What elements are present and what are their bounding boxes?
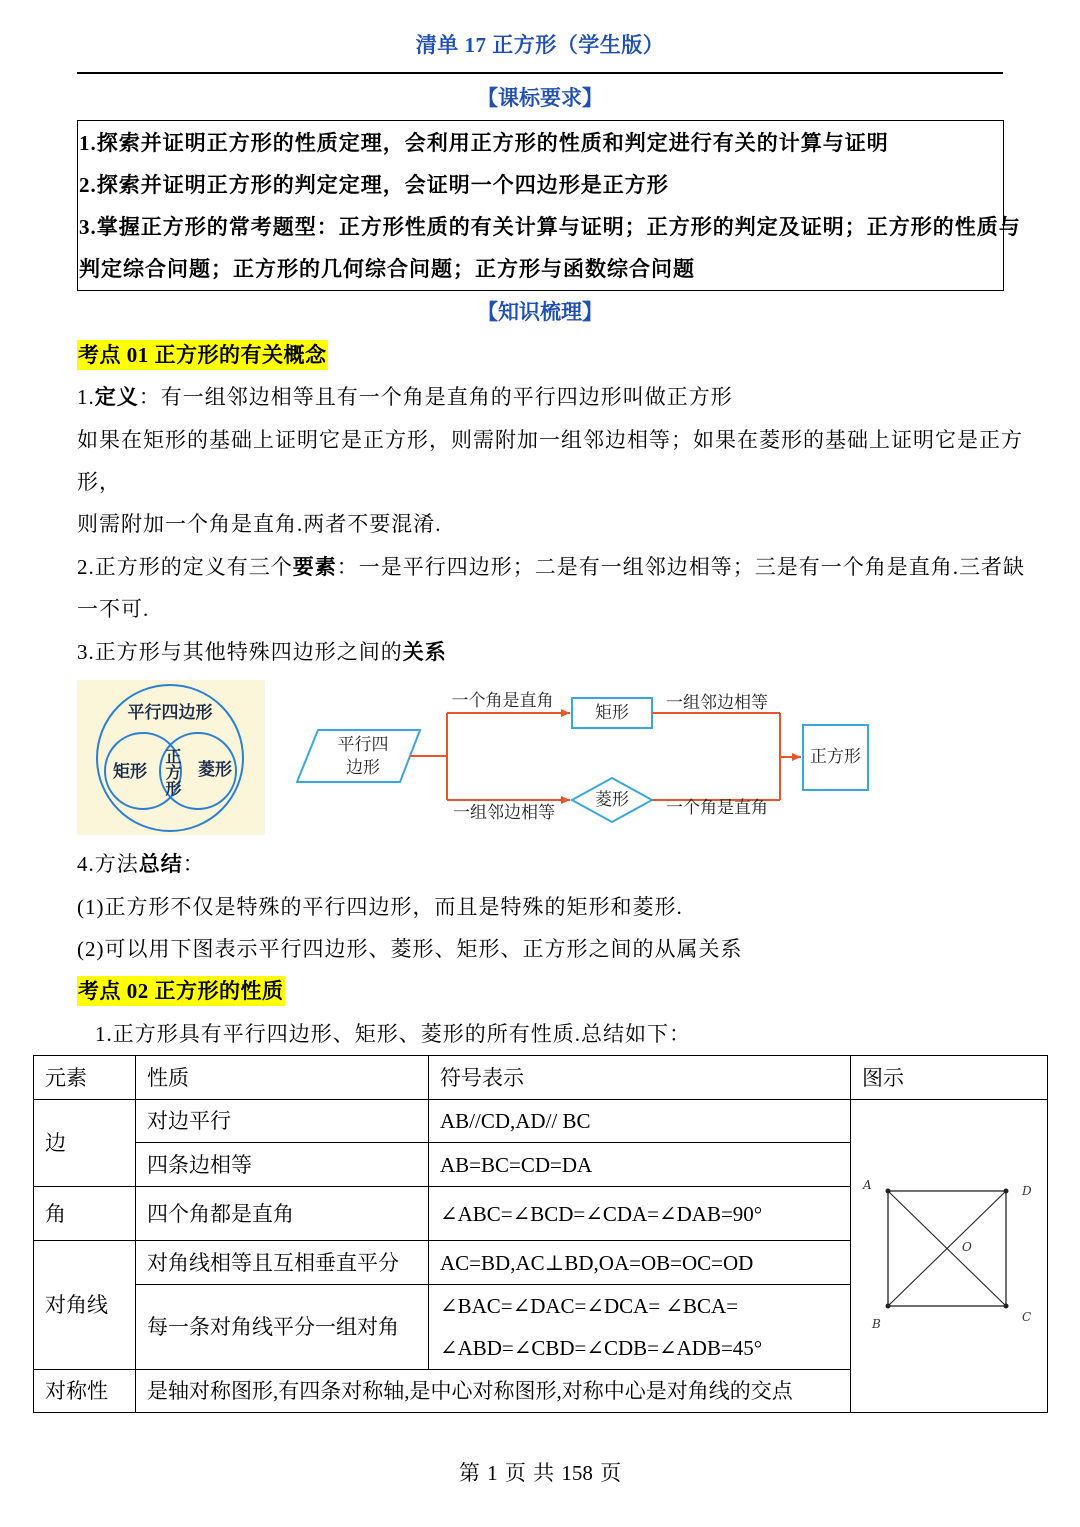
header-element: 元素 — [34, 1056, 136, 1100]
header-rule — [77, 72, 1003, 74]
flow-bottom-condition: 一组邻边相等 — [453, 803, 555, 822]
curriculum-item-3-continued: 判定综合问题；正方形的几何综合问题；正方形与函数综合问题 — [79, 257, 695, 281]
header-symbol: 符号表示 — [429, 1056, 851, 1100]
elements-lead: 2.正方形的定义有三个 — [77, 555, 293, 579]
curriculum-box — [77, 120, 1021, 291]
label-o: O — [962, 1240, 972, 1254]
flow-top-condition: 一个角是直角 — [451, 691, 554, 710]
venn-label-square: 正方形 — [163, 748, 180, 796]
property-cell: 每一条对角线平分一组对角 — [136, 1285, 429, 1370]
venn-label-rhombus: 菱形 — [198, 760, 232, 779]
relation-lead: 3.正方形与其他特殊四边形之间的 — [77, 640, 403, 664]
definition-num: 1. — [77, 385, 95, 409]
label-c: C — [1022, 1310, 1032, 1324]
header-property: 性质 — [136, 1056, 429, 1100]
summary-item-2: (2)可以用下图表示平行四边形、菱形、矩形、正方形之间的从属关系 — [77, 937, 743, 961]
page-title: 清单 17 正方形（学生版） — [415, 33, 665, 57]
vertex-b-dot — [886, 1304, 891, 1309]
label-d: D — [1022, 1184, 1032, 1198]
vertex-c-dot — [1004, 1304, 1009, 1309]
symbol-line-1: ∠BAC=∠DAC=∠DCA= ∠BCA= — [440, 1294, 739, 1318]
property-cell: 四个角都是直角 — [136, 1187, 429, 1241]
venn-label-rectangle: 矩形 — [113, 762, 147, 781]
property-cell: 对边平行 — [136, 1100, 429, 1143]
flow-rhombus-label: 菱形 — [595, 790, 629, 809]
summary-term: 总结 — [138, 852, 183, 876]
symbol-cell: AB=BC=CD=DA — [429, 1143, 851, 1187]
point-02-title: 考点 02 正方形的性质 — [77, 976, 285, 1006]
square-figure — [851, 1100, 1047, 1410]
summary-colon: ： — [182, 852, 205, 876]
summary-item-1: (1)正方形不仅是特殊的平行四边形，而且是特殊的矩形和菱形. — [77, 895, 683, 919]
vertex-d-dot — [1004, 1189, 1009, 1194]
flow-start-line-1: 平行四 — [337, 735, 389, 754]
point-02-intro: 1.正方形具有平行四边形、矩形、菱形的所有性质.总结如下： — [95, 1022, 691, 1046]
curriculum-heading: 【课标要求】 — [477, 86, 603, 110]
elements-line — [77, 552, 1025, 582]
flow-rectangle-label: 矩形 — [595, 703, 629, 722]
symbol-cell: ∠ABC=∠BCD=∠CDA=∠DAB=90° — [429, 1187, 851, 1241]
symmetry-description: 是轴对称图形,有四条对称轴,是中心对称图形,对称中心是对角线的交点 — [136, 1370, 851, 1413]
relation-line — [77, 637, 447, 667]
note-line-3: 则需附加一个角是直角.两者不要混淆. — [77, 512, 442, 536]
summary-line — [77, 849, 205, 879]
note-line-1: 如果在矩形的基础上证明它是正方形，则需附加一组邻边相等；如果在菱形的基础上证明它是正方 — [77, 428, 1023, 452]
definition-term: 定义 — [94, 385, 139, 409]
flow-square-label: 正方形 — [810, 747, 861, 766]
symbol-line-2: ∠ABD=∠CBD=∠CDB=∠ADB=45° — [440, 1336, 763, 1360]
relation-flowchart — [280, 680, 880, 840]
symbol-cell: AB//CD,AD// BC — [429, 1100, 851, 1143]
note-line-2: 形， — [77, 470, 121, 494]
elements-text: ：一是平行四边形；二是有一组邻边相等；三是有一个角是直角.三者缺 — [336, 555, 1025, 579]
table-header-row — [34, 1056, 1048, 1100]
point-01-title: 考点 01 正方形的有关概念 — [77, 340, 328, 370]
vertex-a-dot — [886, 1189, 891, 1194]
element-side: 边 — [34, 1100, 136, 1187]
elements-continuation: 一不可. — [77, 597, 150, 621]
elements-term: 要素 — [292, 555, 337, 579]
header-figure: 图示 — [851, 1056, 1048, 1100]
knowledge-heading: 【知识梳理】 — [477, 300, 603, 324]
figure-cell — [851, 1100, 1048, 1413]
element-symmetry: 对称性 — [34, 1370, 136, 1413]
label-b: B — [872, 1317, 881, 1331]
venn-diagram — [77, 680, 265, 835]
element-diagonal: 对角线 — [34, 1241, 136, 1370]
venn-label-parallelogram: 平行四边形 — [127, 703, 213, 722]
flow-start-line-2: 边形 — [346, 758, 380, 777]
table-row — [34, 1100, 1048, 1143]
element-angle: 角 — [34, 1187, 136, 1241]
flow-bottom-condition-2: 一个角是直角 — [666, 798, 768, 817]
curriculum-item-3: 3.掌握正方形的常考题型：正方形性质的有关计算与证明；正方形的判定及证明；正方形的性质与 — [79, 215, 1021, 239]
page-footer: 第 1 页 共 158 页 — [458, 1461, 622, 1485]
label-a: A — [863, 1178, 872, 1192]
symbol-cell — [429, 1285, 851, 1370]
curriculum-item-1: 1.探索并证明正方形的性质定理，会利用正方形的性质和判定进行有关的计算与证明 — [79, 131, 889, 155]
properties-table — [33, 1055, 1048, 1413]
property-cell: 四条边相等 — [136, 1143, 429, 1187]
curriculum-item-2: 2.探索并证明正方形的判定定理，会证明一个四边形是正方形 — [79, 173, 669, 197]
definition-line — [77, 382, 733, 412]
summary-lead: 4.方法 — [77, 852, 139, 876]
flow-start-label — [317, 733, 409, 779]
symbol-cell: AC=BD,AC⊥BD,OA=OB=OC=OD — [429, 1241, 851, 1285]
property-cell: 对角线相等且互相垂直平分 — [136, 1241, 429, 1285]
flow-top-condition-2: 一组邻边相等 — [666, 693, 768, 712]
relation-term: 关系 — [402, 640, 447, 664]
definition-text: ：有一组邻边相等且有一个角是直角的平行四边形叫做正方形 — [138, 385, 733, 409]
